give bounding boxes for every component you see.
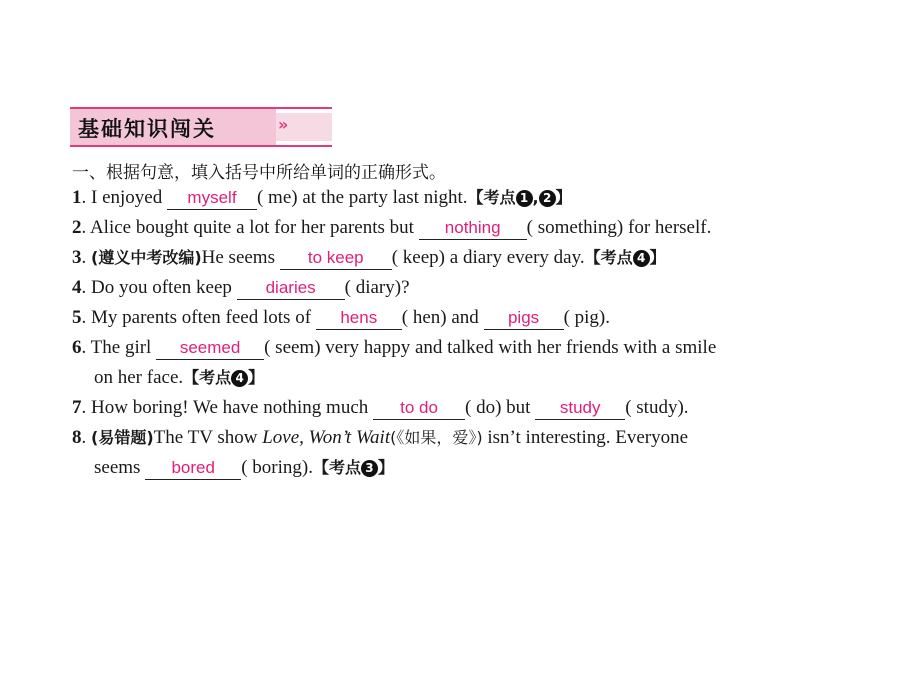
item-text: . Alice bought quite a lot for her parents but (81, 217, 419, 238)
item-text: . The girl (81, 337, 157, 358)
item-number: 7 (72, 397, 82, 418)
answer-blank: to keep (280, 247, 392, 270)
kaodian-ref: 3 (361, 460, 378, 477)
item-text: ( keep) a diary every day. (391, 247, 585, 268)
item-text: . How boring! We have nothing much (81, 397, 374, 418)
exercise-item-6-cont: on her face.【考点 4 】 (94, 367, 265, 388)
item-number: 3 (72, 247, 82, 268)
item-number: 6 (72, 337, 82, 358)
exercise-item-6 (72, 333, 716, 363)
item-text: ( seem) very happy and talked with her friends with a smile (264, 337, 717, 358)
exercise-item-5 (72, 303, 610, 333)
item-text: ( me) at the party last night. (256, 187, 468, 208)
item-text: isn’t interesting. Everyone (482, 427, 689, 448)
item-text: He seems (201, 247, 280, 268)
item-text: seems (94, 457, 146, 478)
answer-blank: myself (167, 187, 257, 210)
item-text: ( pig). (563, 307, 610, 328)
section-header (70, 107, 332, 147)
answer-blank: bored (145, 457, 241, 480)
kaodian-ref: 1 (516, 190, 533, 207)
kaodian-label: 考点 (600, 248, 633, 267)
kaodian-ref: 4 (231, 370, 248, 387)
answer-blank: pigs (484, 307, 564, 330)
item-text: . My parents often feed lots of (81, 307, 316, 328)
item-text: . I enjoyed (81, 187, 167, 208)
source-tag: (遵义中考改编) (91, 248, 202, 267)
item-text: ( hen) and (401, 307, 484, 328)
answer-blank: to do (373, 397, 465, 420)
answer-blank: hens (316, 307, 402, 330)
kaodian-ref: 2 (539, 190, 556, 207)
instruction: 一、根据句意，填入括号中所给单词的正确形式。 (72, 163, 446, 183)
exercise-item-8-cont: seems bored ( boring).【考点 3 】 (94, 457, 394, 478)
item-text: ( boring). (241, 457, 313, 478)
double-arrow-icon: » (278, 115, 289, 134)
source-tag: (易错题) (91, 428, 154, 447)
show-title: Love, Won’t Wait (262, 427, 391, 448)
item-text: ( do) but (465, 397, 536, 418)
exercise-item-7 (72, 393, 689, 423)
item-text: . Do you often keep (81, 277, 237, 298)
item-text: ( something) for herself. (526, 217, 712, 238)
exercise-item-1: 1. I enjoyed myself ( me) at the party last night.【考点 1 , 2 】 (72, 187, 572, 208)
item-text: on her face. (94, 367, 184, 388)
exercise-item-3: 3. (遵义中考改编)He seems to keep ( keep) a diary every day.【考点 4 】 (72, 247, 666, 268)
answer-blank: diaries (237, 277, 345, 300)
item-number: 2 (72, 217, 82, 238)
exercise-item-2 (72, 213, 711, 243)
item-text: The TV show (153, 427, 263, 448)
exercise-item-4 (72, 273, 410, 303)
section-title: 基础知识闯关 (78, 117, 216, 141)
kaodian-ref: 4 (633, 250, 650, 267)
exercise-item-8: 8. (易错题)The TV show Love, Won’t Wait(《如果，爱》) isn’t interesting. Everyone (72, 427, 689, 448)
answer-blank: seemed (156, 337, 264, 360)
item-number: 1 (72, 187, 82, 208)
item-number: 8 (72, 427, 82, 448)
show-title-cn: (《如果，爱》) (390, 428, 483, 447)
kaodian-label: 考点 (328, 458, 361, 477)
kaodian-label: 考点 (199, 368, 232, 387)
answer-blank: study (535, 397, 625, 420)
kaodian-label: 考点 (483, 188, 516, 207)
item-text: ( diary)? (344, 277, 410, 298)
answer-blank: nothing (419, 217, 527, 240)
item-text: ( study). (625, 397, 689, 418)
item-number: 5 (72, 307, 82, 328)
item-number: 4 (72, 277, 82, 298)
